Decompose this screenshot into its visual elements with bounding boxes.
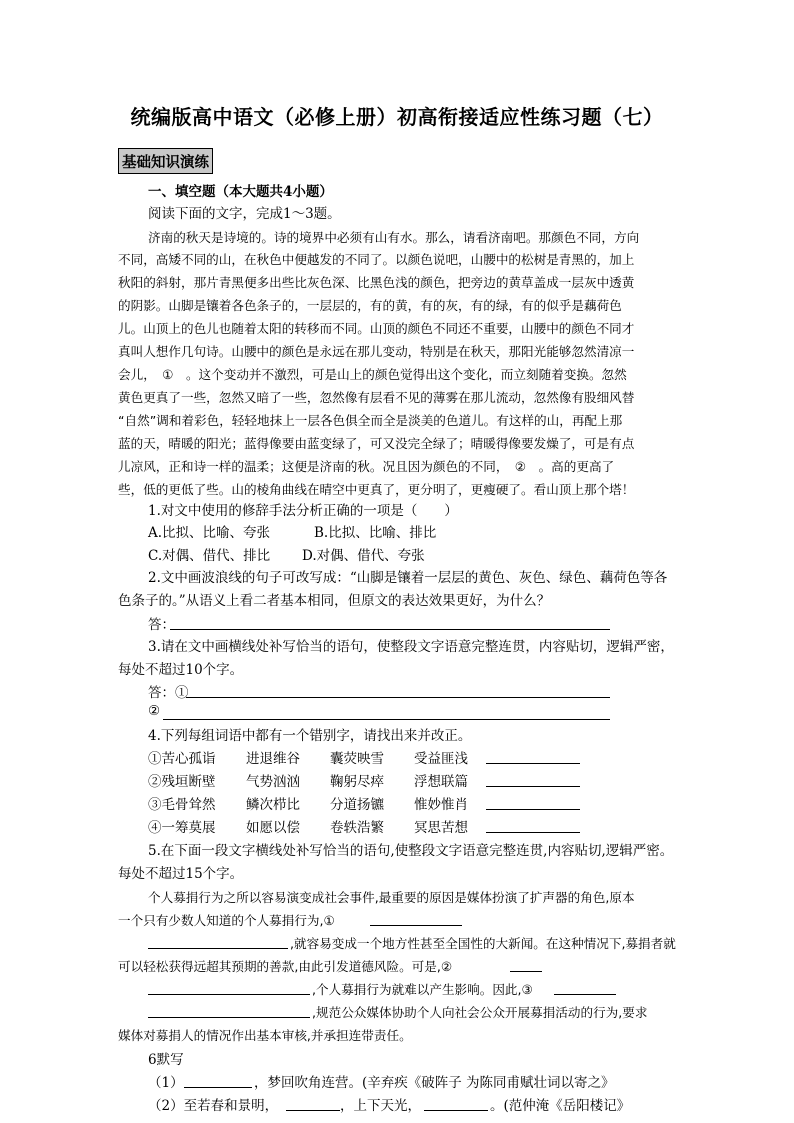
q5-passage-line: 可以轻松获得远超其预期的善款,由此引发道德风险。可是,②: [118, 959, 453, 974]
passage-line: 蓝的天，晴暖的阳光；蓝得像要由蓝变绿了，可又没完全绿了；晴暖得像要发燥了，可是有点: [118, 436, 635, 451]
passage-line: “自然”调和着彩色，轻轻地抹上一层各色俱全而全是淡美的色道儿。有这样的山，再配上那: [118, 413, 623, 428]
word-cell: ③毛骨耸然: [148, 797, 216, 813]
answer-line[interactable]: [170, 629, 610, 630]
question-1-option-a: A.比拟、比喻、夸张: [148, 525, 271, 541]
q5-passage-line: ,就容易变成一个地方性甚至全国性的大新闻。在这种情况下,募捐者就: [290, 936, 676, 951]
word-cell: 气势汹汹: [246, 774, 300, 790]
passage-line: 儿。山顶上的色儿也随着太阳的转移而不同。山顶的颜色不同还不重要，山腰中的颜色不同才: [118, 321, 635, 336]
question-2-line: 色条子的。”从语义上看二者基本相同，但原文的表达效果更好，为什么？: [118, 593, 551, 609]
question-6-stem: 6默写: [148, 1052, 184, 1068]
reading-instruction: 阅读下面的文字，完成1～3题。: [148, 206, 341, 222]
q5-passage-line: 一个只有少数人知道的个人募捐行为,①: [118, 913, 335, 928]
word-cell: 囊荧映雪: [330, 751, 384, 767]
word-cell: 冥思苦想: [414, 820, 468, 836]
passage-line: 的阴影。山脚是镶着各色条子的，一层层的，有的黄，有的灰，有的绿，有的似乎是藕荷色: [118, 298, 622, 313]
part-heading: 一、填空题（本大题共4小题）: [148, 184, 333, 200]
answer-line[interactable]: [486, 809, 580, 810]
question-3-answer-2-label: ②: [148, 703, 161, 719]
answer-line[interactable]: [370, 925, 462, 926]
word-cell: 如愿以偿: [246, 820, 300, 836]
word-cell: ①苦心孤诣: [148, 751, 216, 767]
answer-line[interactable]: [486, 763, 580, 764]
answer-line[interactable]: [186, 697, 610, 698]
q6-item-2-middle: ，上下天光，: [340, 1098, 421, 1114]
question-2-answer-label: 答：: [148, 617, 175, 633]
answer-line[interactable]: [184, 1087, 252, 1088]
word-cell: 浮想联篇: [414, 774, 468, 790]
question-1-stem: 1.对文中使用的修辞手法分析正确的一项是（ ）: [148, 503, 458, 519]
question-4-stem: 4.下列每组词语中都有一个错别字，请找出来并改正。: [148, 728, 472, 744]
answer-line[interactable]: [424, 1110, 488, 1111]
answer-line[interactable]: [148, 948, 288, 949]
q6-item-2-end: 。(范仲淹《岳阳楼记》: [490, 1098, 631, 1114]
passage-line: 真叫人想作几句诗。山腰中的颜色是永远在那儿变动，特别是在秋天，那阳光能够忽然清凉一: [118, 344, 635, 359]
passage-line: 会儿， ① 。这个变动并不激烈，可是山上的颜色觉得出这个变化，而立刻随着变换。忽然: [118, 367, 627, 382]
question-3-line: 3.请在文中画横线处补写恰当的语句，使整段文字语意完整连贯，内容贴切，逻辑严密，: [148, 639, 674, 655]
passage-line: 不同，高矮不同的山，在秋色中便越发的不同了。以颜色说吧，山腰中的松树是青黑的，加上: [118, 252, 635, 267]
word-cell: 卷轶浩繁: [330, 820, 384, 836]
passage-line: 儿凉风，正和诗一样的温柔；这便是济南的秋。况且因为颜色的不同， ② 。高的更高了: [118, 459, 615, 474]
page-title: 统编版高中语文（必修上册）初高衔接适应性练习题（七）: [130, 105, 664, 129]
passage-line: 黄色更真了一些，忽然又暗了一些，忽然像有层看不见的薄雾在那儿流动，忽然像有股细风替: [118, 390, 635, 405]
q5-passage-line: ,规范公众媒体协助个人向社会公众开展募捐活动的行为,要求: [312, 1005, 648, 1020]
passage-line: 济南的秋天是诗境的。诗的境界中必须有山有水。那么，请看济南吧。那颜色不同，方向: [148, 230, 640, 245]
answer-line[interactable]: [554, 994, 616, 995]
q6-item-1-text: ，梦回吹角连营。(辛弃疾《破阵子 为陈同甫赋壮词以寄之》: [254, 1075, 615, 1091]
word-cell: ④一筹莫展: [148, 820, 216, 836]
word-cell: ②残垣断壁: [148, 774, 216, 790]
question-3-answer-1-label: 答：①: [148, 685, 189, 701]
q6-item-1-number: （1）: [148, 1075, 184, 1091]
word-cell: 惟妙惟肖: [414, 797, 468, 813]
q5-passage-line: 媒体对募捐人的情况作出基本审核,并承担连带责任。: [118, 1028, 412, 1043]
question-5-line: 每处不超过15个字。: [118, 866, 244, 882]
answer-line[interactable]: [486, 832, 580, 833]
answer-line[interactable]: [148, 1017, 310, 1018]
word-cell: 进退维谷: [246, 751, 300, 767]
section-label: 基础知识演练: [118, 148, 213, 174]
question-1-option-b: B.比拟、比喻、排比: [314, 525, 437, 541]
question-1-option-c: C.对偶、借代、排比: [148, 548, 271, 564]
word-cell: 分道扬镳: [330, 797, 384, 813]
answer-line[interactable]: [163, 719, 610, 720]
q5-passage-line: ,个人募捐行为就难以产生影响。因此,③: [312, 982, 533, 997]
question-3-line: 每处不超过10个字。: [118, 662, 244, 678]
word-cell: 受益匪浅: [414, 751, 468, 767]
passage-line: 些，低的更低了些。山的棱角曲线在晴空中更真了，更分明了，更瘦硬了。看山顶上那个塔！: [118, 482, 635, 497]
passage-line: 秋阳的斜射，那片青黑便多出些比灰色深、比黑色浅的颜色，把旁边的黄草盖成一层灰中透黄: [118, 275, 635, 290]
q5-passage-line: 个人募捐行为之所以容易演变成社会事件,最重要的原因是媒体扮演了扩声器的角色,原本: [148, 890, 635, 905]
word-cell: 鳞次栉比: [246, 797, 300, 813]
answer-line[interactable]: [486, 786, 580, 787]
question-5-line: 5.在下面一段文字横线处补写恰当的语句,使整段文字语意完整连贯,内容贴切,逻辑严密。: [148, 843, 674, 859]
q6-item-2-start: （2）至若春和景明，: [148, 1098, 279, 1114]
answer-line[interactable]: [148, 994, 310, 995]
word-cell: 鞠躬尽瘁: [330, 774, 384, 790]
answer-line[interactable]: [286, 1110, 340, 1111]
answer-line[interactable]: [510, 971, 542, 972]
question-1-option-d: D.对偶、借代、夸张: [302, 548, 425, 564]
question-2-line: 2.文中画波浪线的句子可改写成：“山脚是镶着一层层的黄色、灰色、绿色、藕荷色等各: [148, 570, 668, 586]
